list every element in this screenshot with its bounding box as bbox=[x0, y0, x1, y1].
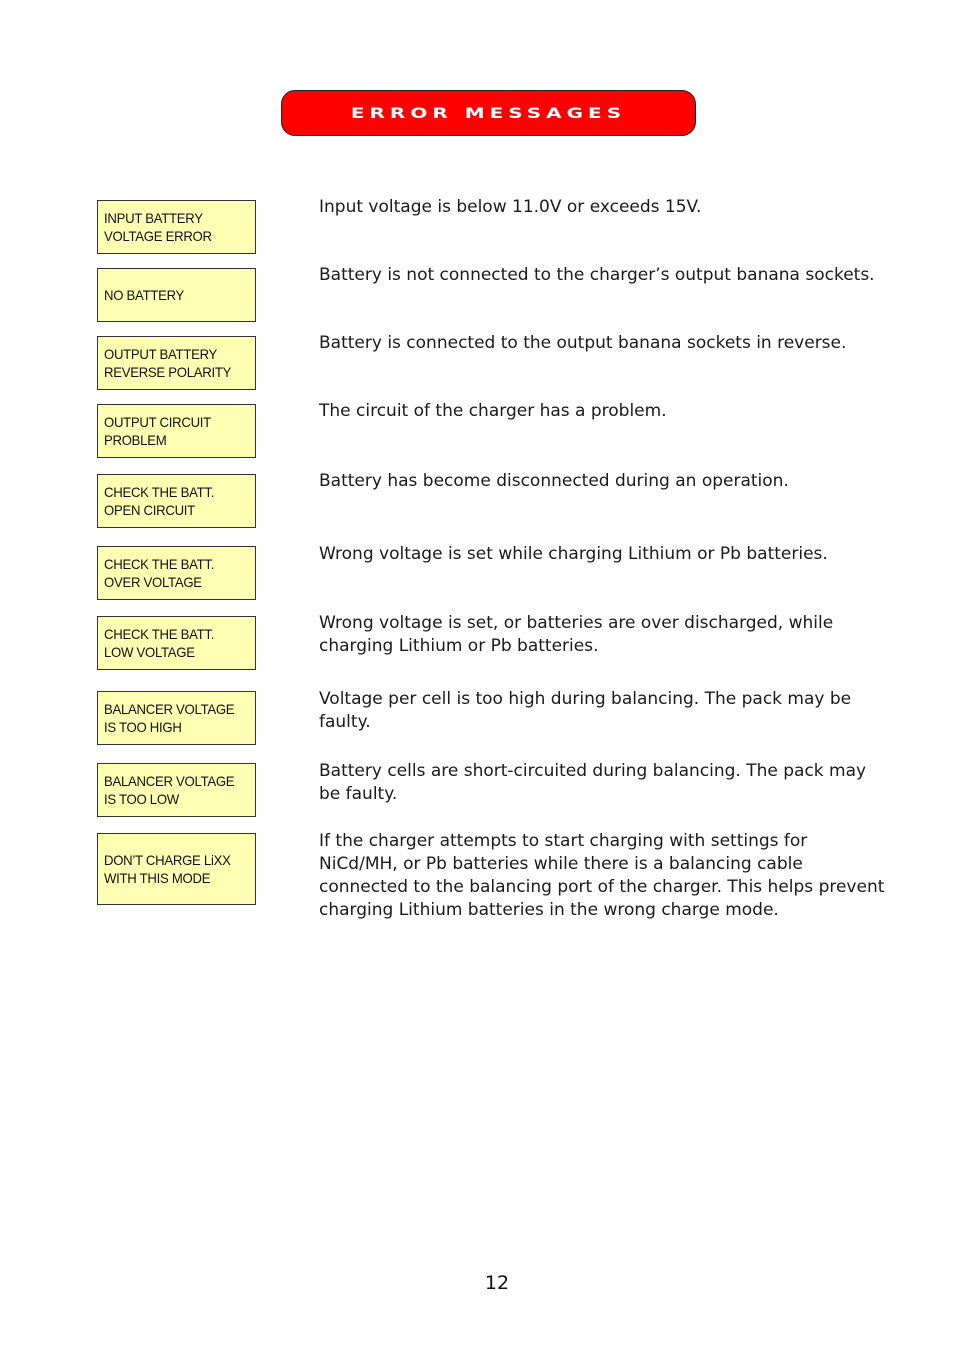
lcd-message: CHECK THE BATT. LOW VOLTAGE bbox=[104, 626, 215, 660]
page-number: 12 bbox=[484, 1272, 510, 1294]
lcd-check-batt-open-circuit bbox=[97, 474, 256, 528]
lcd-balancer-voltage-too-low bbox=[97, 763, 256, 817]
lcd-message: OUTPUT BATTERY REVERSE POLARITY bbox=[104, 346, 232, 380]
lcd-output-battery-reverse-polarity bbox=[97, 336, 256, 390]
lcd-message: CHECK THE BATT. OPEN CIRCUIT bbox=[104, 484, 215, 518]
error-description: Battery is connected to the output banana sockets in reverse. bbox=[319, 333, 847, 353]
lcd-dont-charge-lixx bbox=[97, 833, 256, 905]
error-description: Voltage per cell is too high during balancing. The pack may be faulty. bbox=[319, 689, 852, 732]
error-description: Battery is not connected to the charger’s output banana sockets. bbox=[319, 265, 875, 285]
lcd-check-batt-over-voltage bbox=[97, 546, 256, 600]
lcd-balancer-voltage-too-high bbox=[97, 691, 256, 745]
lcd-message: DON’T CHARGE LiXX WITH THIS MODE bbox=[104, 852, 231, 886]
lcd-message: NO BATTERY bbox=[104, 287, 185, 303]
lcd-message: INPUT BATTERY VOLTAGE ERROR bbox=[104, 210, 212, 244]
lcd-input-battery-voltage-error bbox=[97, 200, 256, 254]
error-description: Input voltage is below 11.0V or exceeds 15V. bbox=[319, 197, 702, 217]
lcd-check-batt-low-voltage bbox=[97, 616, 256, 670]
error-description: The circuit of the charger has a problem. bbox=[319, 401, 667, 421]
lcd-output-circuit-problem bbox=[97, 404, 256, 458]
page-title: ERROR MESSAGES bbox=[350, 104, 627, 122]
error-description: Wrong voltage is set, or batteries are over discharged, while charging Lithium or Pb batteries. bbox=[319, 613, 834, 656]
error-description: Battery cells are short-circuited during balancing. The pack may be faulty. bbox=[319, 761, 867, 804]
lcd-no-battery bbox=[97, 268, 256, 322]
error-description: Battery has become disconnected during an operation. bbox=[319, 471, 789, 491]
lcd-message: BALANCER VOLTAGE IS TOO HIGH bbox=[104, 701, 235, 735]
error-description: Wrong voltage is set while charging Lithium or Pb batteries. bbox=[319, 544, 828, 564]
error-description: If the charger attempts to start charging with settings for NiCd/MH, or Pb batteries while there is a balancing cable connected to the balancing port of the charger. This helps prevent charging Lithium batteries in the wrong charge mode. bbox=[319, 831, 885, 920]
lcd-message: BALANCER VOLTAGE IS TOO LOW bbox=[104, 773, 235, 807]
lcd-message: OUTPUT CIRCUIT PROBLEM bbox=[104, 414, 211, 448]
title-banner bbox=[281, 90, 696, 136]
lcd-message: CHECK THE BATT. OVER VOLTAGE bbox=[104, 556, 215, 590]
